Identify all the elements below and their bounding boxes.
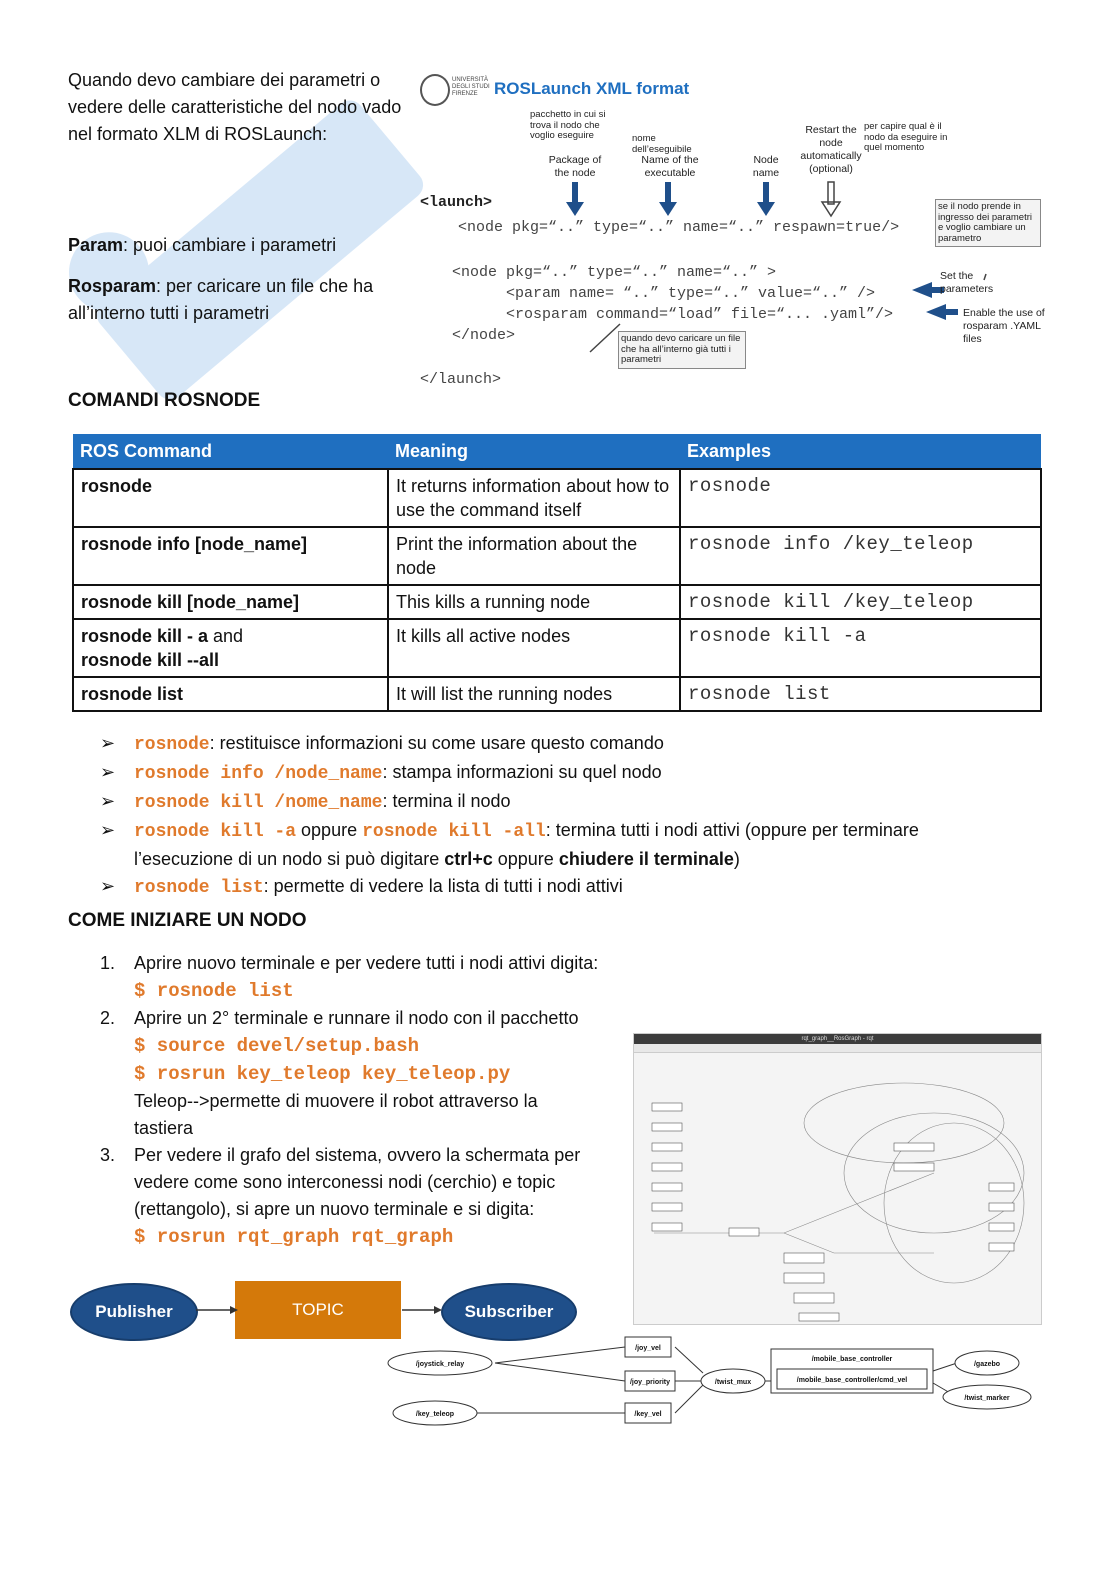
- label-exec: Name of the executable: [641, 154, 699, 179]
- graph-label: /joy_priority: [629, 1379, 671, 1386]
- list-item: 3. Per vedere il grafo del sistema, ovvero la schermata per vedere come sono interconessi nodi (cerchio) e topic (rettangolo), si apre un nuovo terminale e si digita: $ rosrun rqt_graph rqt_graph: [100, 1145, 581, 1248]
- intro-paragraph: Quando devo cambiare dei parametri o vedere delle caratteristiche del nodo vado nel formato XLM di ROSLaunch:: [68, 70, 402, 144]
- roslaunch-figure: [420, 74, 1050, 394]
- xml-node-line: <node pkg=“..” type=“..” name=“..” respawn=true/>: [458, 219, 900, 236]
- label-set-params: Set the parameters: [940, 270, 994, 295]
- arrow-bullet-icon: ➢: [100, 791, 116, 811]
- graph-label: /joy_vel: [635, 1345, 661, 1352]
- graph-label: /twist_marker: [964, 1395, 1010, 1402]
- publisher-node: Publisher: [70, 1283, 198, 1341]
- rosparam-label: Rosparam: [68, 276, 157, 296]
- table-cell-example: rosnode info /key_teleop: [680, 527, 1041, 585]
- note-params: se il nodo prende in ingresso dei parametri e voglio cambiare un parametro: [935, 199, 1041, 247]
- list-item: ➢ rosnode list: permette di vedere la lista di tutti i nodi attivi: [100, 873, 1020, 902]
- table-cell-meaning: It returns information about how to use the command itself: [388, 469, 680, 527]
- label-node-name: Node name: [752, 154, 780, 179]
- graph-label: /key_vel: [634, 1411, 662, 1418]
- table-header: Meaning: [388, 434, 680, 469]
- param-label: Param: [68, 235, 124, 255]
- list-item: ➢ rosnode kill /nome_name: termina il nodo: [100, 788, 1020, 817]
- section-title-iniziare: COME INIZIARE UN NODO: [68, 910, 307, 931]
- table-cell-meaning: This kills a running node: [388, 585, 680, 619]
- note-respawn: per capire qual è il nodo da eseguire in quel momento: [864, 121, 948, 153]
- figure-title: ROSLaunch XML format: [494, 79, 690, 98]
- table-cell-example: rosnode: [680, 469, 1041, 527]
- list-item: 2. Aprire un 2° terminale e runnare il nodo con il pacchetto $ source devel/setup.bash $ rosrun key_teleop key_teleop.py Teleop-->permette di muovere il robot attraverso la tastiera: [100, 1008, 579, 1138]
- table-header-row: [73, 434, 1041, 469]
- xml-node-open: <node pkg=“..” type=“..” name=“..” >: [452, 264, 777, 281]
- note-pkg: pacchetto in cui si trova il nodo che voglio eseguire: [530, 109, 606, 141]
- xml-rosparam-line: <rosparam command=“load” file=“... .yaml”/>: [506, 306, 894, 323]
- xml-launch-close: </launch>: [420, 371, 502, 388]
- table-row: [73, 677, 1041, 711]
- table-cell-meaning: It will list the running nodes: [388, 677, 680, 711]
- graph-label: /gazebo: [973, 1361, 1001, 1368]
- graph-label: /mobile_base_controller/cmd_vel: [796, 1377, 908, 1384]
- ros-node-graph: [385, 1335, 1040, 1430]
- section-title-comandi: COMANDI ROSNODE: [68, 390, 261, 411]
- xml-launch-open: <launch>: [420, 194, 493, 211]
- table-cell-command: rosnode kill [node_name]: [73, 585, 388, 619]
- label-rosparam: Enable the use of rosparam .YAML files: [963, 307, 1045, 345]
- rosparam-text: : per caricare un file che ha all’interno tutti i parametri: [68, 276, 374, 323]
- label-pkg: Package of the node: [548, 154, 602, 179]
- university-logo-text: UNIVERSITÀ DEGLI STUDI FIRENZE: [452, 77, 490, 97]
- list-item: ➢ rosnode kill -a oppure rosnode kill -all: termina tutti i nodi attivi (oppure per terminare l’esecuzione di un nodo si può digitare ctrl+c oppure chiudere il terminale): [100, 817, 1020, 873]
- table-row: [73, 469, 1041, 527]
- table-row: [73, 619, 1041, 677]
- note-rosparam: quando devo caricare un file che ha all’interno già tutti i parametri: [618, 331, 746, 369]
- arrow-bullet-icon: ➢: [100, 733, 116, 753]
- table-cell-command: rosnode: [73, 469, 388, 527]
- table-cell-example: rosnode kill /key_teleop: [680, 585, 1041, 619]
- table-row: [73, 585, 1041, 619]
- pubsub-arrows: [190, 1300, 450, 1320]
- graph-label: /joystick_relay: [415, 1361, 465, 1368]
- graph-label: /mobile_base_controller: [811, 1356, 893, 1363]
- graph-label: /key_teleop: [415, 1411, 455, 1418]
- arrow-bullet-icon: ➢: [100, 762, 116, 782]
- table-cell-meaning: It kills all active nodes: [388, 619, 680, 677]
- table-cell-command: rosnode info [node_name]: [73, 527, 388, 585]
- rqt-graph-screenshot: [633, 1033, 1042, 1325]
- note-exec: nome dell’eseguibile: [632, 133, 692, 155]
- screenshot-titlebar: rqt_graph__RosGraph - rqt: [634, 1034, 1041, 1044]
- screenshot-graph-drawing: [634, 1053, 1041, 1323]
- table-cell-example: rosnode list: [680, 677, 1041, 711]
- topic-box: TOPIC: [235, 1281, 401, 1339]
- rosnode-commands-table: [72, 434, 1042, 712]
- list-item: 1. Aprire nuovo terminale e per vedere tutti i nodi attivi digita: $ rosnode list: [100, 953, 599, 1002]
- list-item: ➢ rosnode: restituisce informazioni su come usare questo comando: [100, 730, 1020, 759]
- label-respawn: Restart the node automatically (optional): [800, 124, 862, 175]
- xml-node-close: </node>: [452, 327, 516, 344]
- subscriber-node: Subscriber: [441, 1283, 577, 1341]
- table-header: Examples: [680, 434, 1041, 469]
- arrow-bullet-icon: ➢: [100, 876, 116, 896]
- rosnode-bullet-list: [100, 730, 1020, 902]
- table-cell-command: rosnode kill - a and rosnode kill --all: [73, 619, 388, 677]
- list-item: ➢ rosnode info /node_name: stampa informazioni su quel nodo: [100, 759, 1020, 788]
- param-text: : puoi cambiare i parametri: [123, 235, 337, 255]
- xml-param-line: <param name= “..” type=“..” value=“..” />: [506, 285, 876, 302]
- graph-label: /twist_mux: [714, 1379, 752, 1386]
- table-cell-example: rosnode kill -a: [680, 619, 1041, 677]
- rosparam-paragraph: [68, 273, 398, 327]
- table-header: ROS Command: [73, 434, 388, 469]
- table-row: [73, 527, 1041, 585]
- table-cell-meaning: Print the information about the node: [388, 527, 680, 585]
- param-paragraph: [68, 232, 398, 259]
- arrow-bullet-icon: ➢: [100, 820, 116, 840]
- table-cell-command: rosnode list: [73, 677, 388, 711]
- steps-list: [100, 950, 640, 1251]
